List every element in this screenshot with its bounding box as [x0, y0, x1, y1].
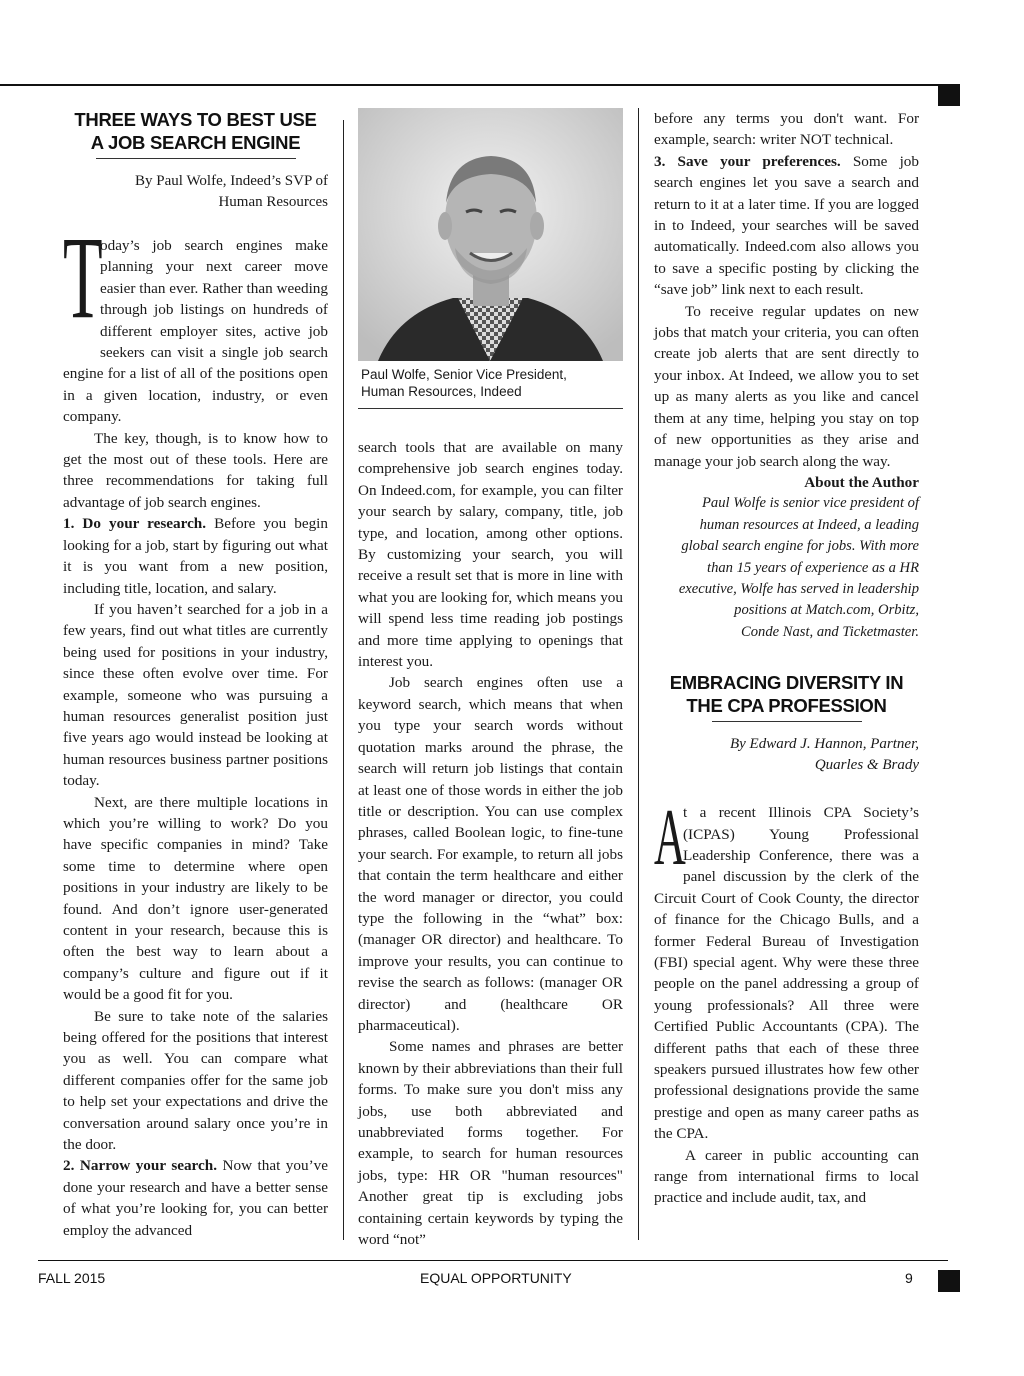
about-author-text: Paul Wolfe is senior vice president of human resources at Indeed, a leading global search engine for jobs. With more than 15 years of experience as a HR executive, Wolfe has served in leadership positions at Match.com, Orbitz, Conde Nast, and Ticketmaster. [678, 495, 919, 640]
article1-paragraph-5: Next, are there multiple locations in which you’re willing to work? Do you have specific companies in mind? Take some time to determine where open positions in your industry are likely to be found. And don’t ignore user-generated content in your research, because this is often the best way to learn about a company’s culture and figure out if it would be a good fit for you. [63, 793, 328, 1004]
dropcap-a: A [654, 794, 686, 883]
column2-paragraph-3: Some names and phrases are better known by their abbreviations than their full forms. To make sure you don't miss any jobs, use both abbreviated and unabbreviated forms together. For example, to search for human resources jobs, type: HR OR "human resources" Another great tip is excluding jobs containing certain keywords by typing the word “not” [358, 1038, 623, 1249]
column3-paragraph-1: before any terms you don't want. For example, search: writer NOT technical. [654, 110, 919, 149]
column-3 [654, 108, 919, 1209]
top-rule [0, 84, 938, 86]
article2-title-rule [712, 721, 862, 722]
caption-rule [358, 408, 623, 409]
article1-paragraph-6: Be sure to take note of the salaries being offered for the positions that interest you as well. You can compare what different companies offer for the same job to help set your expectations and drive the conversation around salary once you’re in the door. [63, 1007, 328, 1154]
column3-paragraph-2: 3. Save your preferences. Some job search engines let you save a search and return to it at a later time. If you are logged in to Indeed, your searches will be saved automatically. Indeed.com also allows you to save a specific posting by clicking the “save job” link next to each result. [654, 152, 919, 299]
column-divider-1 [343, 120, 344, 1240]
top-corner-block [938, 84, 960, 106]
article1-paragraph-7: 2. Narrow your search. Now that you’ve done your research and have a better sense of what you’re looking for, you can better employ the advanced [63, 1157, 328, 1239]
photo-caption: Paul Wolfe, Senior Vice President, Human Resources, Indeed [361, 367, 567, 399]
page-number: 9 [905, 1270, 913, 1286]
article2-title: EMBRACING DIVERSITY IN THE CPA PROFESSION [669, 672, 904, 717]
dropcap-t: T [63, 212, 103, 343]
article1-byline: By Paul Wolfe, Indeed’s SVP of Human Resources [135, 173, 328, 210]
about-author-heading: About the Author [804, 473, 919, 491]
column-divider-2 [638, 108, 639, 1240]
column-1 [63, 108, 328, 1241]
column3-paragraph-3: To receive regular updates on new jobs that match your criteria, you can often create job alerts that are sent directly to your inbox. At Indeed, we allow you to set up as many alerts as you like and cancel them at any time, helping you stay on top of new opportunities as they arise and manage your job search along the way. [654, 302, 919, 470]
article1-title: THREE WAYS TO BEST USE A JOB SEARCH ENGINE [74, 109, 317, 153]
author-photo [358, 108, 623, 361]
subhead-narrow: 2. Narrow your search. [63, 1157, 218, 1175]
article2-paragraph-1: A t a recent Illinois CPA Society’s (ICPAS) Young Professional Leadership Conference, there was a panel discussion by the clerk of the Circuit Court of Cook County, the director of finance for the Chicago Bulls, and a former Federal Bureau of Investigation (FBI) special agent. Why were these three people on the panel addressing a group of young professionals? All three were Certified Public Accountants (CPA). The different paths that each of these three speakers pursued illustrates how few other professional designations provide the same prestige and open as many career paths as the CPA. [654, 794, 919, 1143]
footer-rule [38, 1260, 948, 1261]
article1-paragraph-3: 1. Do your research. Before you begin looking for a job, start by figuring out what it is you want from a new position, including title, location, and salary. [63, 515, 328, 597]
article1-paragraph-4: If you haven’t searched for a job in a few years, find out what titles are currently being used for positions in your industry, since these often evolve over time. For example, someone who was pursuing a human resources generalist position just five years ago would instead be looking at human resources business partner positions today. [63, 600, 328, 790]
subhead-save: 3. Save your preferences. [654, 152, 841, 170]
article1-paragraph-1: T oday’s job search engines make planning your next career move easier than ever. Rather than weeding through job listings on hundreds of different employer sites, active job seekers can visit a single job search engine for a list of all of the positions open in a given location, industry, or even company. [63, 212, 328, 426]
footer-corner-block [938, 1270, 960, 1292]
article2-paragraph-2: A career in public accounting can range from international firms to local practice and include audit, tax, and [654, 1146, 919, 1207]
article1-paragraph-2: The key, though, is to know how to get the most out of these tools. Here are three recommendations for taking full advantage of job search engines. [63, 429, 328, 511]
title-rule [96, 158, 296, 159]
subhead-research: 1. Do your research. [63, 515, 207, 533]
footer-publication: EQUAL OPPORTUNITY [420, 1270, 572, 1286]
portrait-illustration [358, 108, 623, 361]
column-2 [358, 108, 623, 1250]
column2-paragraph-1: search tools that are available on many comprehensive job search engines today. On Indeed.com, for example, you can filter your search by salary, company, title, job type, and location, among other options. By customizing your search, you will receive a result set that is more in line with what you are looking for, which means you will spend less time reading job postings and more time applying to openings that interest you. [358, 439, 623, 671]
article2-byline: By Edward J. Hannon, Partner, Quarles & Brady [729, 736, 919, 774]
column2-paragraph-2: Job search engines often use a keyword search, which means that when you type your search words without quotation marks around the phrase, the search will return job listings that contain at least one of those words in either the job title or description. You can use complex phrases, called Boolean logic, to fine-tune your search. For example, to return all jobs that contain the term healthcare and either the word manager or director, you could type the following in the “what” box: (manager OR director) and healthcare. To improve your results, you can continue to revise the search as follows: (manager OR director) and (healthcare OR pharmaceutical). [358, 674, 623, 1034]
footer-issue: FALL 2015 [38, 1270, 106, 1286]
